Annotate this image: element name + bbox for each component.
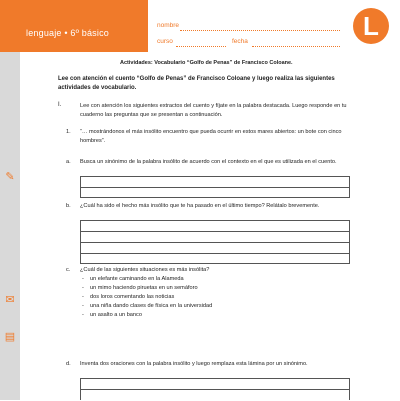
question-b-label: b.	[66, 203, 71, 209]
course-label: curso	[157, 38, 173, 45]
question-a-text: Busca un sinónimo de la palabra insólito de acuerdo con el contexto en el que es utilizada en el cuento.	[80, 159, 337, 165]
answer-line[interactable]	[81, 379, 349, 390]
answer-line[interactable]	[81, 254, 349, 265]
option-item: - un elefante caminando en la Alameda	[82, 276, 184, 282]
answer-line[interactable]	[81, 232, 349, 243]
question-d-label: d.	[66, 361, 71, 367]
answer-box-b[interactable]	[80, 220, 350, 264]
intro-text: Lee con atención el cuento “Golfo de Penas” de Francisco Coloane y luego realiza las siguientes actividades de vocabulario.	[58, 76, 335, 91]
question-c-label: c.	[66, 267, 71, 273]
book-icon: ▤	[4, 331, 16, 343]
item-number: 1.	[66, 129, 71, 135]
answer-line[interactable]	[81, 243, 349, 254]
question-a-label: a.	[66, 159, 71, 165]
option-item: - dos loros comentando las noticias	[82, 294, 175, 300]
name-field[interactable]	[180, 30, 340, 31]
answer-box-a[interactable]	[80, 176, 350, 198]
question-d-text: Inventa dos oraciones con la palabra insólito y luego remplaza esta lámina por un sinónimo.	[80, 361, 308, 367]
chat-icon: ✉	[5, 294, 15, 306]
question-b-text: ¿Cuál ha sido el hecho más insólito que te ha pasado en el último tiempo? Relátalo brevemente.	[80, 203, 320, 209]
date-label: fecha	[232, 38, 248, 45]
pencil-icon: ✎	[5, 171, 15, 183]
sidebar-accent-band	[0, 0, 20, 52]
answer-line[interactable]	[81, 390, 349, 401]
subject-logo: L	[353, 8, 389, 44]
document-title: Actividades: Vocabulario “Golfo de Penas” de Francisco Coloane.	[120, 60, 293, 66]
subject-strip	[20, 0, 148, 52]
course-field[interactable]	[176, 46, 226, 47]
option-item: - un mimo haciendo piruetas en un semáforo	[82, 285, 198, 291]
section-number: I.	[58, 102, 62, 108]
item-text: “… mostrándonos el más insólito encuentro que pueda ocurrir en estos mares abiertos: un bote con cinco hombres”.	[80, 129, 342, 144]
option-item: - un asalto a un banco	[82, 312, 142, 318]
section-text: Lee con atención los siguientes extractos del cuento y fíjate en la palabra destacada. Luego responde en tu cuaderno las preguntas que se presentan a continuación.	[80, 103, 347, 118]
answer-box-d[interactable]	[80, 378, 350, 400]
answer-line[interactable]	[81, 188, 349, 199]
subject-label: lenguaje • 6º básico	[26, 28, 109, 38]
left-sidebar	[0, 0, 20, 400]
answer-line[interactable]	[81, 221, 349, 232]
question-c-text: ¿Cuál de las siguientes situaciones es más insólita?	[80, 267, 210, 273]
answer-line[interactable]	[81, 177, 349, 188]
name-label: nombre	[157, 22, 180, 29]
option-item: - una niña dando clases de física en la universidad	[82, 303, 213, 309]
date-field[interactable]	[252, 46, 340, 47]
